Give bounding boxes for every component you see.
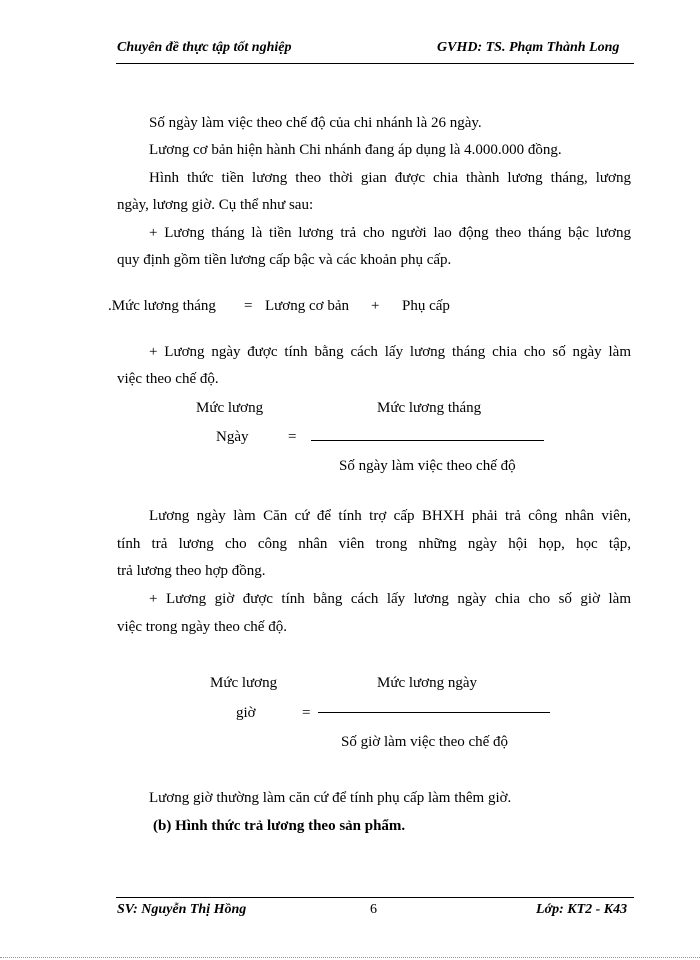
header-rule: [116, 63, 634, 64]
paragraph-hourly-wage-line2: việc trong ngày theo chế độ.: [117, 619, 287, 635]
formula-hour-lhs-top: Mức lương: [210, 675, 278, 691]
paragraph-daily-wage-line1: + Lương ngày được tính bằng cách lấy lương tháng chia cho số ngày làm: [149, 344, 631, 360]
paragraph-monthly-wage-line2: quy định gồm tiền lương cấp bậc và các khoản phụ cấp.: [117, 252, 452, 268]
paragraph-time-wage-line1: Hình thức tiền lương theo thời gian được chia thành lương tháng, lương: [149, 170, 631, 186]
formula-day-lhs-bottom: Ngày: [216, 429, 249, 445]
paragraph-overtime: Lương giờ thường làm căn cứ để tính phụ cấp làm thêm giờ.: [149, 790, 512, 806]
footer-class: Lớp: KT2 - K43: [536, 902, 628, 917]
formula-month-base: Lương cơ bản: [265, 298, 349, 314]
section-heading-piece-wage: (b) Hình thức trả lương theo sản phẩm.: [153, 818, 406, 834]
formula-month-lhs: .Mức lương tháng: [108, 298, 216, 314]
paragraph-hourly-wage-line1: + Lương giờ được tính bằng cách lấy lương ngày chia cho số giờ làm: [149, 591, 631, 607]
formula-hour-fraction-line: [318, 712, 550, 713]
page-bottom-edge: [0, 957, 700, 958]
formula-day-equals: =: [288, 429, 297, 445]
formula-month-allowance: Phụ cấp: [402, 298, 450, 314]
paragraph-working-days: Số ngày làm việc theo chế độ của chi nhánh là 26 ngày.: [149, 115, 482, 131]
formula-day-fraction-line: [311, 440, 544, 441]
paragraph-base-salary: Lương cơ bản hiện hành Chi nhánh đang áp dụng là 4.000.000 đồng.: [149, 142, 562, 158]
formula-day-numerator: Mức lương tháng: [377, 400, 482, 416]
header-right: GVHD: TS. Phạm Thành Long: [437, 40, 620, 55]
formula-hour-lhs-bottom: giờ: [236, 705, 256, 721]
formula-month-plus: +: [371, 298, 380, 314]
formula-hour-numerator: Mức lương ngày: [377, 675, 478, 691]
formula-hour-denominator: Số giờ làm việc theo chế độ: [341, 734, 509, 750]
formula-month-equals: =: [244, 298, 253, 314]
formula-day-lhs-top: Mức lương: [196, 400, 264, 416]
formula-day-denominator: Số ngày làm việc theo chế độ: [339, 458, 516, 474]
footer-rule: [116, 897, 634, 898]
paragraph-monthly-wage-line1: + Lương tháng là tiền lương trả cho người lao động theo tháng bậc lương: [149, 225, 631, 241]
paragraph-bhxh-line1: Lương ngày làm Căn cứ để tính trợ cấp BHXH phải trả công nhân viên,: [149, 508, 631, 524]
header-left: Chuyên đề thực tập tốt nghiệp: [117, 40, 292, 55]
paragraph-bhxh-line2: tính trả lương cho công nhân viên trong những ngày hội họp, học tập,: [117, 536, 631, 552]
page-number: 6: [370, 902, 377, 917]
formula-hour-equals: =: [302, 705, 311, 721]
paragraph-time-wage-line2: ngày, lương giờ. Cụ thể như sau:: [117, 197, 314, 213]
footer-student: SV: Nguyễn Thị Hồng: [117, 902, 247, 917]
paragraph-bhxh-line3: trả lương theo hợp đồng.: [117, 563, 266, 579]
paragraph-daily-wage-line2: việc theo chế độ.: [117, 371, 219, 387]
